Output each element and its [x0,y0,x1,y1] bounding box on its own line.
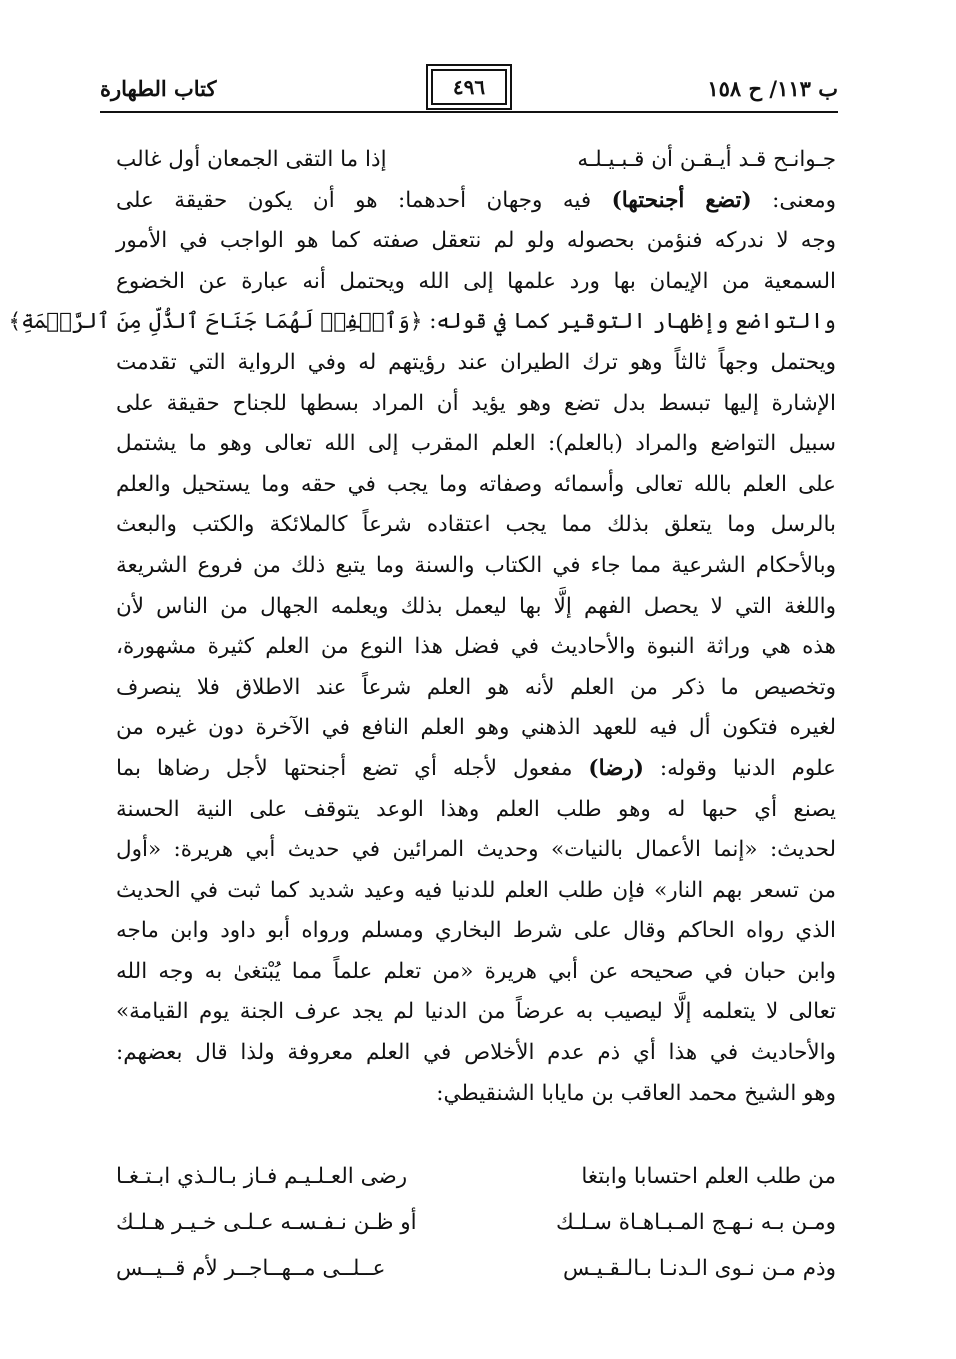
text-line: والأحاديث في هذا أي ذم عدم الأخلاص في العلم معروفة ولذا قال بعضهم: [116,1040,836,1066]
poem-verse [116,1154,836,1200]
verse-first-hemistich: ومـن بـه نـهـج المـبـاهـاة سـلـك [556,1210,836,1235]
main-text [8,140,836,1114]
book-title: كتاب الطهارة [100,76,217,101]
verse-first-hemistich: جـوانـح قـد أيـقـن أن قـبـيـلـه [577,147,836,172]
page-number: ٤٩٦ [452,75,486,99]
text-line: ويحتمل وجهاً ثالثاً وهو ترك الطيران عند رؤيتهم له وفي الرواية التي تقدمت [116,349,836,375]
poem-verse [116,1246,836,1292]
page-number-frame [426,64,512,110]
text-line-quran-quote: والتواضع وإظهار التوقير كما في قوله: ﴿وَٱخۡفِضۡ لَهُمَا جَنَاحَ ٱلذُّلِّ مِنَ ٱلرَّحۡمَةِ﴾ [8,309,836,335]
text-line: لغيره فتكون أل فيه للعهد الذهني وهو العلم النافع في الآخرة دون غيره من [116,715,836,741]
text-line: سبيل التواضع والمراد (بالعلم): العلم المقرب إلى الله تعالى وهو ما يشتمل [116,431,836,457]
verse-first-hemistich: وذم مـن نـوى الـدنـا بـالـقـيـس [562,1256,836,1281]
text-line: علوم الدنيا وقوله: (رضا) مفعول لأجله أي تضع أجنحتها لأجل رضاها بما [116,755,836,781]
poem-verse [116,1200,836,1246]
text-line: وابن حبان في صحيحه عن أبي هريرة «من تعلم علماً مما يُبْتغىٰ به وجه الله [116,958,836,984]
text-line: هذه هي وراثة النبوة والأحاديث في فضل هذا النوع من العلم كثيرة مشهورة، [116,634,836,660]
verse-first-hemistich: من طلب العلم احتسابا وابتغا [581,1164,836,1189]
running-header [100,64,838,114]
opening-verse [116,140,836,181]
text-line: وجه لا ندركه فنؤمن بحصوله ولو لم نتعقل صفته كما هو الواجب في الأمور [116,228,836,254]
text-line: على العلم بالله تعالى وأسمائه وصفاته وما يجب في حقه وما يستحيل والعلم [116,471,836,497]
text-line: السمعية من الإيمان بها ورد علمها إلى الله ويحتمل أنه عبارة عن الخضوع [116,268,836,294]
text-line: الذي رواه الحاكم وقال على شرط البخاري ومسلم ورواه أبو داود وابن ماجه [116,918,836,944]
text-line: الإشارة إليها تبسط بدل تضع وهو يؤيد أن المراد بسطها للجناح حقيقة على [116,390,836,416]
text-line: يصنع أي حبها له وهو طلب العلم وهذا الوعد يتوقف على النية الحسنة [116,796,836,822]
hadith-term: (رضا) [588,755,644,781]
verse-second-hemistich: إذا ما التقى الجمعان أول غالب [116,147,387,172]
text-line: واللغة التي لا يحصل الفهم إلَّا بها ليعمل بذلك ويعلمه الجهال من الناس لأن [116,593,836,619]
text-line: وبالأحكام الشرعية مما جاء في الكتاب والسنة وما يتبع ذلك من فروع الشريعة [116,552,836,578]
text-line: لحديث: «إنما الأعمال بالنيات» وحديث المرائين في حديث أبي هريرة: «أول [116,837,836,863]
verse-second-hemistich: أو ظـن نـفـسـه عـلـى خـيـر هـلـك [116,1210,417,1235]
volume-reference: ب ١١٣/ ح ١٥٨ [707,76,838,101]
text-line: تعالى لا يتعلمه إلَّا ليصيب به عرضاً من الدنيا لم يجد عرف الجنة يوم القيامة» [116,999,836,1025]
verse-second-hemistich: رضى العـلـيـم فـاز بـالـذي ابـتـغـا [116,1164,408,1189]
poem [116,1154,836,1292]
hadith-term: (تضع أجنحتها) [611,187,752,213]
header-rule [100,111,838,113]
text-line: ومعنى: (تضع أجنحتها) فيه وجهان أحدهما: هو أن يكون حقيقة على [116,187,836,213]
text-line: بالرسل وما يتعلق بذلك مما يجب اعتقاده شرعاً كالملائكة والكتب والبعث [116,512,836,538]
text-line: وتخصيص ما ذكر من العلم لأنه هو العلم شرعاً عند الاطلاق فلا ينصرف [116,674,836,700]
verse-second-hemistich: عــلــى مــهــاجــر لأم قــيــس [116,1256,386,1281]
text-line: وهو الشيخ محمد العاقب بن مايابا الشنقيطي: [436,1080,836,1106]
text-line: من تسعر بهم النار» فإن طلب العلم للدنيا فيه وعيد شديد كما ثبت في الحديث [116,877,836,903]
